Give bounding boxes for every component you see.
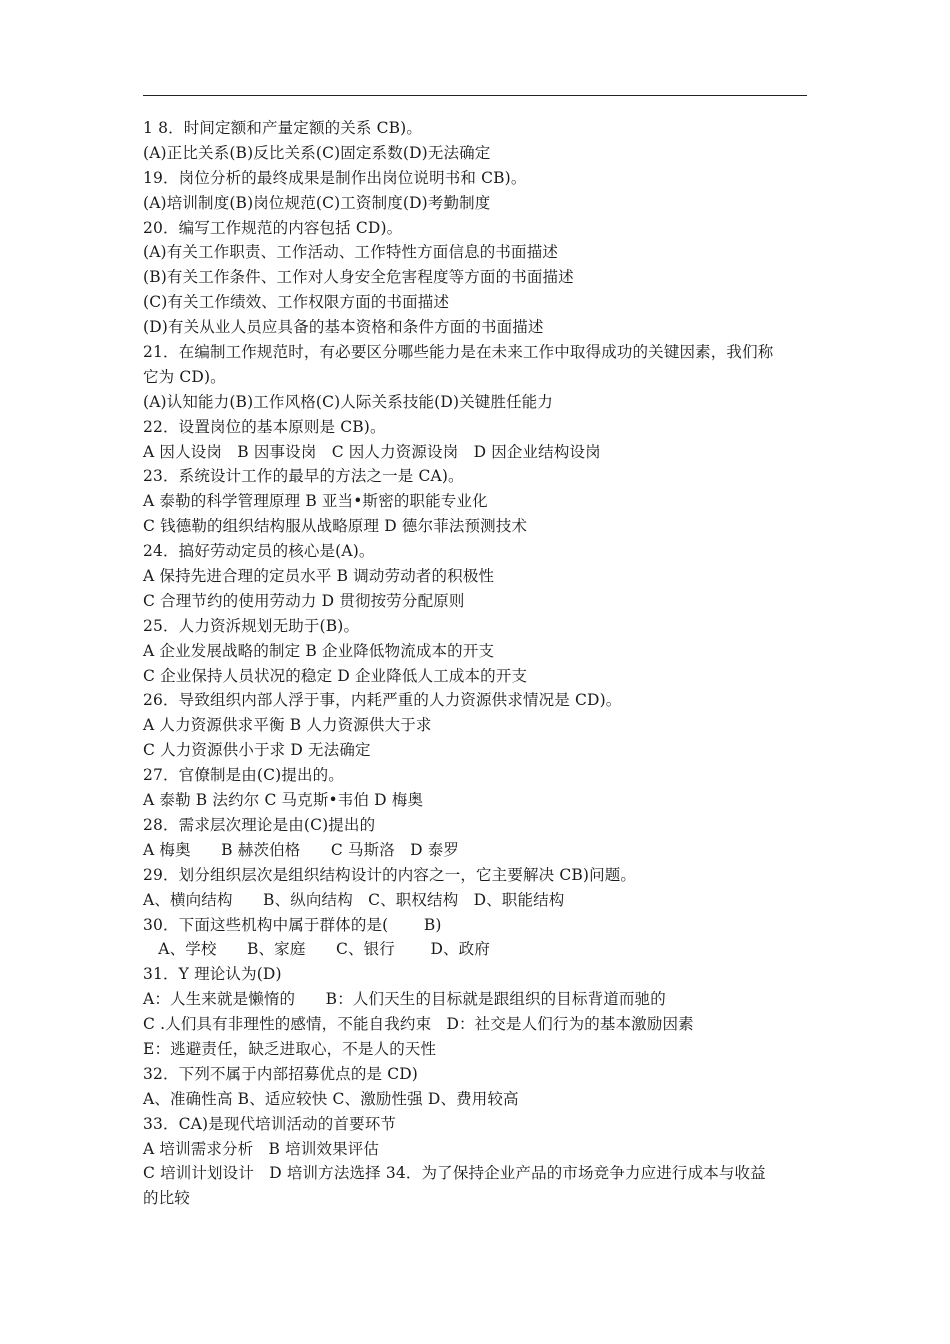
text-line: 20．编写工作规范的内容包括 CD)。 xyxy=(143,218,403,237)
text-line: A：人生来就是懒惰的 B：人们天生的目标就是跟组织的目标背道而驰的 xyxy=(143,990,666,1009)
text-line: 22．设置岗位的基本原则是 CB)。 xyxy=(143,417,386,436)
text-line: 30．下面这些机构中属于群体的是( B) xyxy=(143,915,442,934)
text-line: 27．官僚制是由(C)提出的。 xyxy=(143,766,344,785)
text-line: 23．系统设计工作的最早的方法之一是 CA)。 xyxy=(143,467,464,486)
text-line: 19．岗位分析的最终成果是制作出岗位说明书和 CB)。 xyxy=(143,168,527,187)
text-line: C 合理节约的使用劳动力 D 贯彻按劳分配原则 xyxy=(143,591,465,610)
text-line: A 梅奥 B 赫茨伯格 C 马斯洛 D 泰罗 xyxy=(143,840,460,859)
text-line: 29．划分组织层次是组织结构设计的内容之一，它主要解决 CB)问题。 xyxy=(143,865,637,884)
text-line: (B)有关工作条件、工作对人身安全危害程度等方面的书面描述 xyxy=(143,268,574,287)
text-line: (A)正比关系(B)反比关系(C)固定系数(D)无法确定 xyxy=(143,143,491,162)
text-line: C 企业保持人员状况的稳定 D 企业降低人工成本的开支 xyxy=(143,666,528,685)
text-line: A 企业发展战略的制定 B 企业降低物流成本的开支 xyxy=(143,641,495,660)
text-line: 24．搞好劳动定员的核心是(A)。 xyxy=(143,542,375,561)
text-line: 的比较 xyxy=(143,1189,190,1208)
text-line: A、横向结构 B、纵向结构 C、职权结构 D、职能结构 xyxy=(143,890,565,909)
text-line: (A)有关工作职责、工作活动、工作特性方面信息的书面描述 xyxy=(143,243,558,262)
text-line: 它为 CD)。 xyxy=(143,367,226,386)
text-line: C 人力资源供小于求 D 无法确定 xyxy=(143,741,371,760)
text-line: A 培训需求分析 B 培训效果评估 xyxy=(143,1139,380,1158)
text-line: A 保持先进合理的定员水平 B 调动劳动者的积极性 xyxy=(143,567,495,586)
text-line: E：逃避责任，缺乏进取心，不是人的天性 xyxy=(143,1039,437,1058)
text-line: (A)认知能力(B)工作风格(C)人际关系技能(D)关键胜任能力 xyxy=(143,392,554,411)
text-line: 1 8．时间定额和产量定额的关系 CB)。 xyxy=(143,119,423,137)
text-line: 33．CA)是现代培训活动的首要环节 xyxy=(143,1114,397,1133)
text-line: A 泰勒的科学管理原理 B 亚当•斯密的职能专业化 xyxy=(143,492,488,511)
text-line: C 钱德勒的组织结构服从战略原理 D 德尔菲法预测技术 xyxy=(143,517,528,536)
text-line: A、准确性高 B、适应较快 C、激励性强 D、费用较高 xyxy=(143,1089,519,1108)
header-rule xyxy=(143,95,807,96)
text-line: A 泰勒 B 法约尔 C 马克斯•韦伯 D 梅奥 xyxy=(143,791,424,810)
text-line: 21．在编制工作规范时，有必要区分哪些能力是在未来工作中取得成功的关键因素，我们称 xyxy=(143,343,774,362)
text-line: 26．导致组织内部人浮于事，内耗严重的人力资源供求情况是 CD)。 xyxy=(143,691,622,710)
text-line: A、学校 B、家庭 C、银行 D、政府 xyxy=(143,940,490,959)
text-line: 25．人力资泝规划无助于(B)。 xyxy=(143,616,360,635)
text-line: (D)有关从业人员应具备的基本资格和条件方面的书面描述 xyxy=(143,318,544,337)
text-line: (C)有关工作绩效、工作权限方面的书面描述 xyxy=(143,293,450,312)
text-line: (A)培训制度(B)岗位规范(C)工资制度(D)考勤制度 xyxy=(143,193,491,212)
text-line: C 培训计划设计 D 培训方法选择 34．为了保持企业产品的市场竞争力应进行成本与收益 xyxy=(143,1164,766,1183)
text-line: A 因人设岗 B 因事设岗 C 因人力资源设岗 D 因企业结构设岗 xyxy=(143,442,601,461)
text-line: 31．Y 理论认为(D) xyxy=(143,965,282,984)
text-line: 32．下列不属于内部招募优点的是 CD) xyxy=(143,1064,418,1083)
question-list xyxy=(143,116,811,1211)
text-line: C .人们具有非理性的感情，不能自我约束 D：社交是人们行为的基本激励因素 xyxy=(143,1015,694,1034)
text-line: A 人力资源供求平衡 B 人力资源供大于求 xyxy=(143,716,432,735)
text-line: 28．需求层次理论是由(C)提出的 xyxy=(143,815,376,834)
